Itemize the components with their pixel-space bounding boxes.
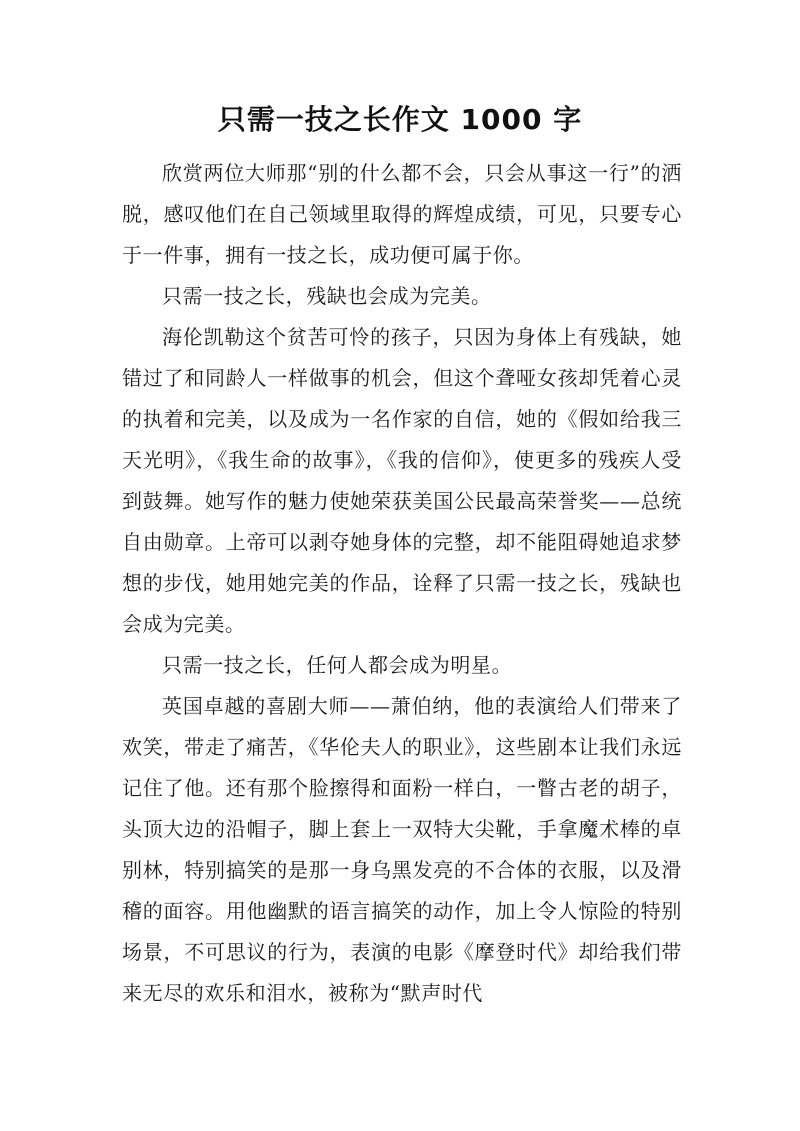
- paragraph-thesis-2: 只需一技之长，任何人都会成为明星。: [162, 653, 513, 677]
- paragraph-intro: 欣赏两位大师那“别的什么都不会，只会从事这一行”的洒脱，感叹他们在自己领域里取得的辉煌成绩，可见，只要专心于一件事，拥有一技之长，成功便可属于你。: [122, 161, 682, 267]
- document-title: 只需一技之长作文 1000 字: [217, 103, 583, 136]
- paragraph-comedians: 英国卓越的喜剧大师——萧伯纳，他的表演给人们带来了欢笑，带走了痛苦，《华伦夫人的职业》，这些剧本让我们永远记住了他。还有那个脸擦得和面粉一样白，一瞥古老的胡子，头顶大边的沿帽子，脚上套上一双特大尖靴，手拿魔术棒的卓别林，特别搞笑的是那一身乌黑发亮的不合体的衣服，以及滑稽的面容。用他幽默的语言搞笑的动作，加上令人惊险的特别场景，不可思议的行为，表演的电影《摩登时代》却给我们带来无尽的欢乐和泪水，被称为“默声时代: [122, 694, 682, 1005]
- paragraph-thesis-1: 只需一技之长，残缺也会成为完美。: [162, 284, 492, 308]
- paragraph-helen-keller: 海伦凯勒这个贫苦可怜的孩子，只因为身体上有残缺，她错过了和同龄人一样做事的机会，但这个聋哑女孩却凭着心灵的执着和完美，以及成为一名作家的自信，她的《假如给我三天光明》，《我生命的故事》，《我的信仰》，使更多的残疾人受到鼓舞。她写作的魅力使她荣获美国公民最高荣誉奖——总统自由勋章。上帝可以剥夺她身体的完整，却不能阻碍她追求梦想的步伐，她用她完美的作品，诠释了只需一技之长，残缺也会成为完美。: [122, 325, 682, 636]
- document-body: [122, 153, 682, 1014]
